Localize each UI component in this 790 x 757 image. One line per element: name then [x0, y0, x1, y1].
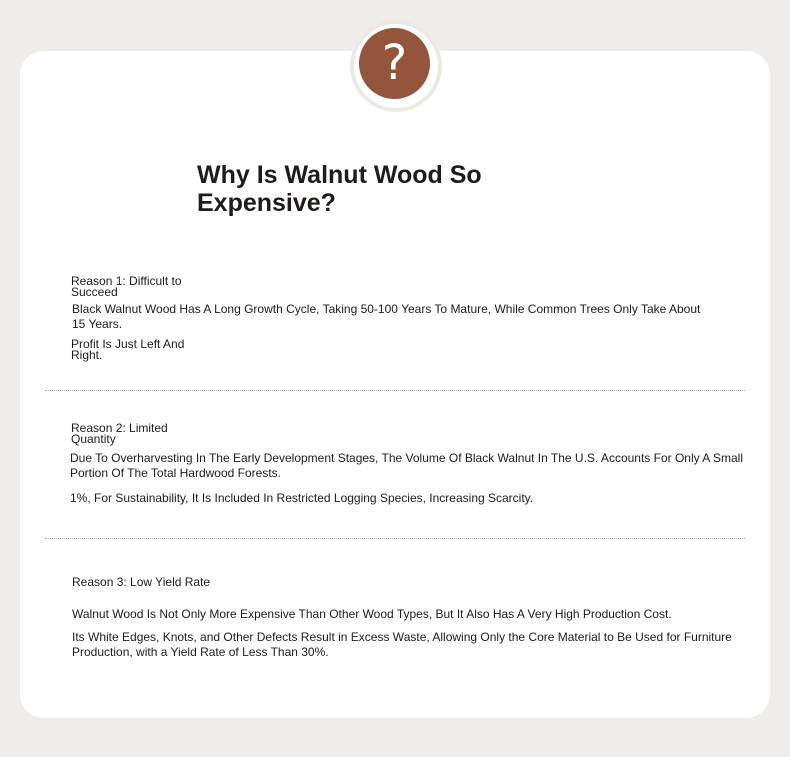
reason-1-note: Profit Is Just Left And Right.: [71, 337, 185, 362]
question-mark-icon: ?: [359, 28, 430, 99]
reason-3-text: Walnut Wood Is Not Only More Expensive Than Other Wood Types, But It Also Has A Very High Production Cost.: [72, 607, 672, 621]
reason-2-text: Due To Overharvesting In The Early Development Stages, The Volume Of Black Walnut In The U.S. Accounts For Only A Small Portion Of The Total Hardwood Forests.: [70, 451, 743, 480]
reason-2-note: 1%, For Sustainability, It Is Included In Restricted Logging Species, Increasing Scarcity.: [70, 491, 534, 505]
reason-3-note: Its White Edges, Knots, and Other Defects Result in Excess Waste, Allowing Only the Core Material to Be Used for Furniture Production, with a Yield Rate of Less Than 30%.: [72, 630, 732, 659]
reason-1-heading: Reason 1: Difficult to Succeed: [71, 274, 182, 299]
page-title: Why Is Walnut Wood So Expensive?: [197, 161, 482, 217]
reason-2-heading: Reason 2: Limited Quantity: [71, 421, 168, 446]
reason-3-heading: Reason 3: Low Yield Rate: [72, 575, 211, 589]
reason-1-text: Black Walnut Wood Has A Long Growth Cycle, Taking 50-100 Years To Mature, While Common Trees Only Take About 15 Years.: [72, 302, 701, 331]
divider: [45, 390, 745, 391]
divider: [45, 538, 745, 539]
